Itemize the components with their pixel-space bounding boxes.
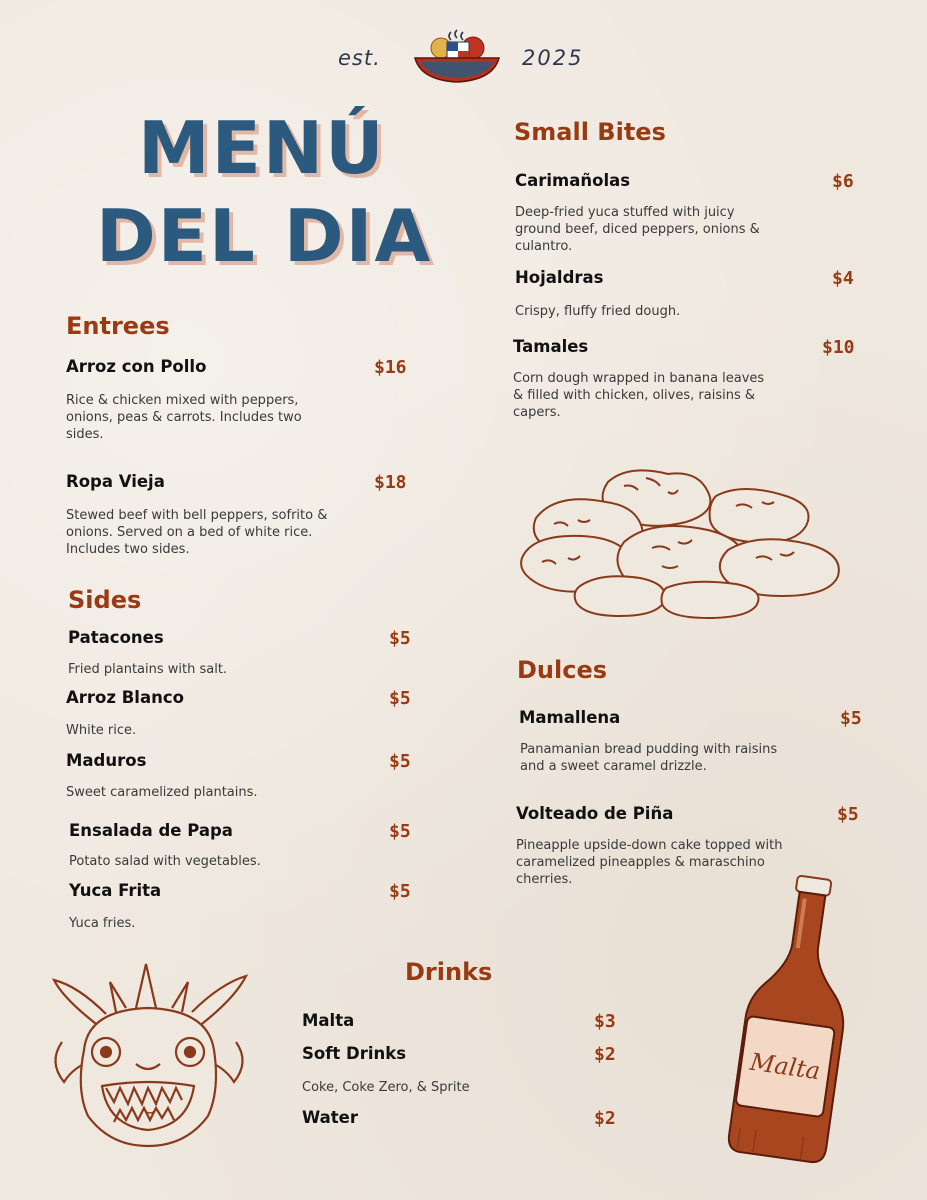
dulce-price: $5	[840, 708, 862, 729]
entree-desc: Stewed beef with bell peppers, sofrito & onions. Served on a bed of white rice. Includes two sides.	[66, 508, 328, 557]
small-bites-heading: Small Bites	[514, 118, 666, 146]
side-price: $5	[389, 881, 411, 902]
side-name: Arroz Blanco	[66, 688, 184, 707]
side-desc: Potato salad with vegetables.	[69, 854, 261, 869]
drink-name: Soft Drinks	[302, 1044, 407, 1063]
side-name: Yuca Frita	[69, 881, 162, 900]
side-price: $5	[389, 821, 411, 842]
side-desc: Yuca fries.	[69, 916, 136, 931]
side-name: Maduros	[66, 751, 147, 770]
year-label: 2025	[522, 46, 584, 70]
entree-name: Arroz con Pollo	[66, 357, 207, 376]
side-desc: Sweet caramelized plantains.	[66, 785, 258, 800]
dulce-price: $5	[837, 804, 859, 825]
entree-name: Ropa Vieja	[66, 472, 165, 491]
drink-price: $2	[594, 1044, 616, 1065]
menu-title-line2: DEL DIA	[96, 194, 433, 278]
dulce-desc: Panamanian bread pudding with raisins and a sweet caramel drizzle.	[520, 742, 778, 774]
entree-desc: Rice & chicken mixed with peppers, onions, peas & carrots. Includes two sides.	[66, 393, 302, 442]
entree-price: $16	[374, 357, 407, 378]
small-bite-price: $10	[822, 337, 855, 358]
drink-price: $3	[594, 1011, 616, 1032]
side-price: $5	[389, 688, 411, 709]
small-bite-name: Hojaldras	[515, 268, 604, 287]
side-name: Ensalada de Papa	[69, 821, 233, 840]
small-bite-name: Carimañolas	[515, 171, 631, 190]
diablo-mask-illustration	[44, 960, 254, 1150]
small-bite-price: $4	[832, 268, 854, 289]
dulce-name: Mamallena	[519, 708, 621, 727]
dulces-heading: Dulces	[517, 656, 608, 684]
drink-name: Malta	[302, 1011, 355, 1030]
est-label: est.	[338, 46, 381, 70]
dulce-desc: Pineapple upside-down cake topped with caramelized pineapples & maraschino cherries.	[516, 838, 783, 887]
small-bite-desc: Crispy, fluffy fried dough.	[515, 304, 681, 319]
patacones-illustration	[516, 462, 846, 622]
side-desc: Fried plantains with salt.	[68, 662, 228, 677]
food-bowl-icon	[411, 28, 503, 88]
small-bite-price: $6	[832, 171, 854, 192]
drinks-heading: Drinks	[405, 958, 493, 986]
side-price: $5	[389, 628, 411, 649]
entree-price: $18	[374, 472, 407, 493]
malta-bottle-illustration	[722, 872, 862, 1164]
side-desc: White rice.	[66, 723, 137, 738]
side-name: Patacones	[68, 628, 164, 647]
side-price: $5	[389, 751, 411, 772]
small-bite-name: Tamales	[513, 337, 589, 356]
small-bite-desc: Corn dough wrapped in banana leaves & filled with chicken, olives, raisins & capers.	[513, 371, 765, 420]
drink-name: Water	[302, 1108, 358, 1127]
menu-title-line1: MENÚ	[138, 106, 386, 190]
dulce-name: Volteado de Piña	[516, 804, 674, 823]
small-bite-desc: Deep-fried yuca stuffed with juicy ground beef, diced peppers, onions & culantro.	[515, 205, 760, 254]
bottle-label: Malta	[748, 1047, 823, 1086]
entrees-heading: Entrees	[66, 312, 170, 340]
drink-price: $2	[594, 1108, 616, 1129]
drink-desc: Coke, Coke Zero, & Sprite	[302, 1080, 470, 1095]
sides-heading: Sides	[68, 586, 142, 614]
